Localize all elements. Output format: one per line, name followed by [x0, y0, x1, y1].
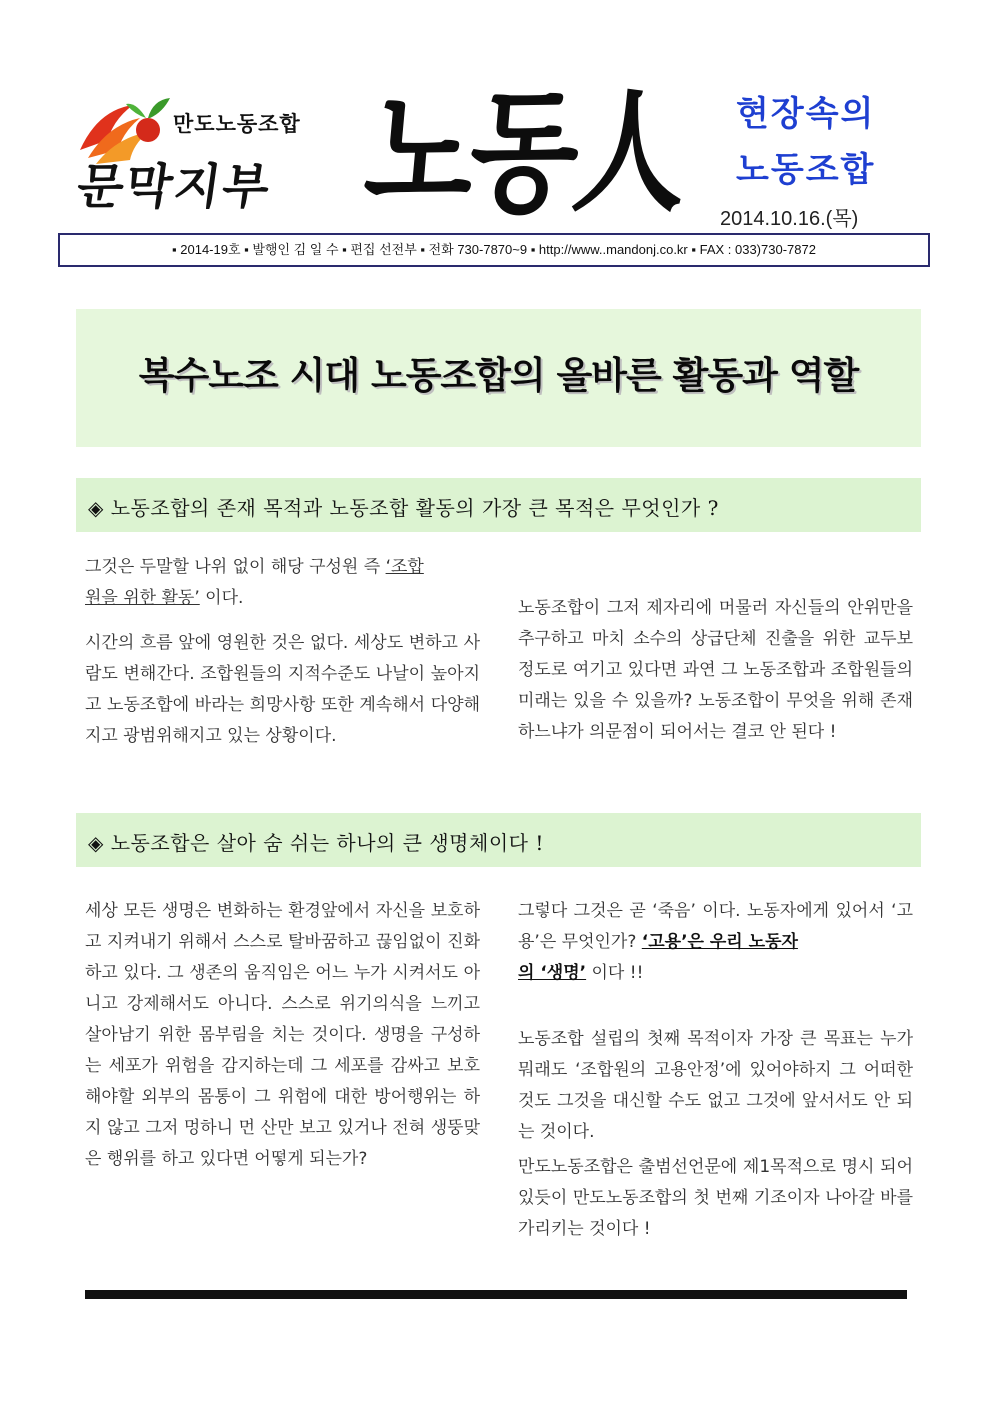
logo-small-text: 만도노동조합 — [173, 111, 301, 136]
tagline — [736, 86, 896, 198]
section-2-right-paragraph-1 — [518, 896, 913, 989]
section-2-right-paragraph-2: 노동조합 설립의 첫째 목적이자 가장 큰 목표는 누가 뭐래도 ‘조합원의 고용안정’에 있어야하지 그 어떠한 것도 그것을 대신할 수도 없고 그것에 앞서서도 안 되는 것이다. — [518, 1029, 913, 1142]
section-1-left-paragraph-1 — [85, 552, 480, 614]
section-1-left-paragraph-2: 시간의 흐름 앞에 영원한 것은 없다. 세상도 변하고 사람도 변해간다. 조합원들의 지적수준도 나날이 높아지고 노동조합에 바라는 희망사항 또한 계속해서 다양해지고 광범위해지고 있는 상황이다. — [85, 633, 480, 746]
section-1-right-paragraph: 노동조합이 그저 제자리에 머물러 자신들의 안위만을 추구하고 마치 소수의 상급단체 진출을 위한 교두보 정도로 여기고 있다면 과연 그 노동조합과 조합원들의 미래는 있을 수 있을까? 노동조합이 무엇을 위해 존재하느냐가 의문점이 되어서는 결코 안 된다 ! — [518, 598, 913, 742]
masthead-title: 노동人 — [359, 76, 690, 231]
bottom-rule — [85, 1290, 907, 1299]
issue-date: 2014.10.16.(목) — [720, 208, 859, 230]
main-headline: 복수노조 시대 노동조합의 올바른 활동과 역할 — [138, 354, 859, 397]
underlined-bold-text: 의 ‘생명’ — [518, 963, 587, 983]
publication-info-bar: ▪ 2014-19호 ▪ 발행인 김 일 수 ▪ 편집 선전부 ▪ 전화 730-7870~9 ▪ http://www..mandonj.co.kr ▪ FAX : 033)730-7872 — [58, 233, 930, 267]
underlined-text: ‘조합 — [385, 557, 424, 577]
section-2-left-paragraph: 세상 모든 생명은 변화하는 환경앞에서 자신을 보호하고 지켜내기 위해서 스스로 탈바꿈하고 끊임없이 진화하고 있다. 그 생존의 움직임은 어느 누가 시켜서도 아니고 강제해서도 아니다. 스스로 위기의식을 느끼고 살아남기 위한 몸부림을 치는 것이다. 생명을 구성하는 세포가 위험을 감지하는데 그 세포를 감싸고 보호해야할 외부의 몸통이 그 위험에 대한 방어행위는 하지 않고 그저 멍하니 먼 산만 보고 있거나 전혀 생뚱맞은 행위를 하고 있다면 어떻게 되는가? — [85, 901, 480, 1169]
text-run: 그렇다 그것은 곧 ‘죽음’ 이다. 노동자에게 있어서 ‘고용’은 무엇인가? — [518, 901, 913, 952]
section-1-title: ◈ 노동조합의 존재 목적과 노동조합 활동의 가장 큰 목적은 무엇인가 ? — [88, 496, 719, 520]
text-run: 이다. — [199, 588, 244, 608]
section-2-right-paragraph-3: 만도노동조합은 출범선언문에 제1목적으로 명시 되어 있듯이 만도노동조합의 첫 번째 기조이자 나아갈 바를 가리키는 것이다 ! — [518, 1157, 913, 1239]
text-run: 그것은 두말할 나위 없이 해당 구성원 즉 — [85, 557, 386, 577]
tagline-line-2: 노동조합 — [736, 151, 876, 189]
underlined-text: 원을 위한 활동’ — [85, 588, 200, 608]
underlined-bold-text: ‘고용’은 우리 노동자 — [641, 932, 798, 952]
logo-big-text: 문막지부 — [73, 159, 275, 215]
text-run: 이다 !! — [586, 963, 644, 983]
section-2-title: ◈ 노동조합은 살아 숨 쉬는 하나의 큰 생명체이다 ! — [88, 831, 544, 855]
tagline-line-1: 현장속의 — [736, 95, 876, 133]
union-logo — [73, 78, 318, 215]
